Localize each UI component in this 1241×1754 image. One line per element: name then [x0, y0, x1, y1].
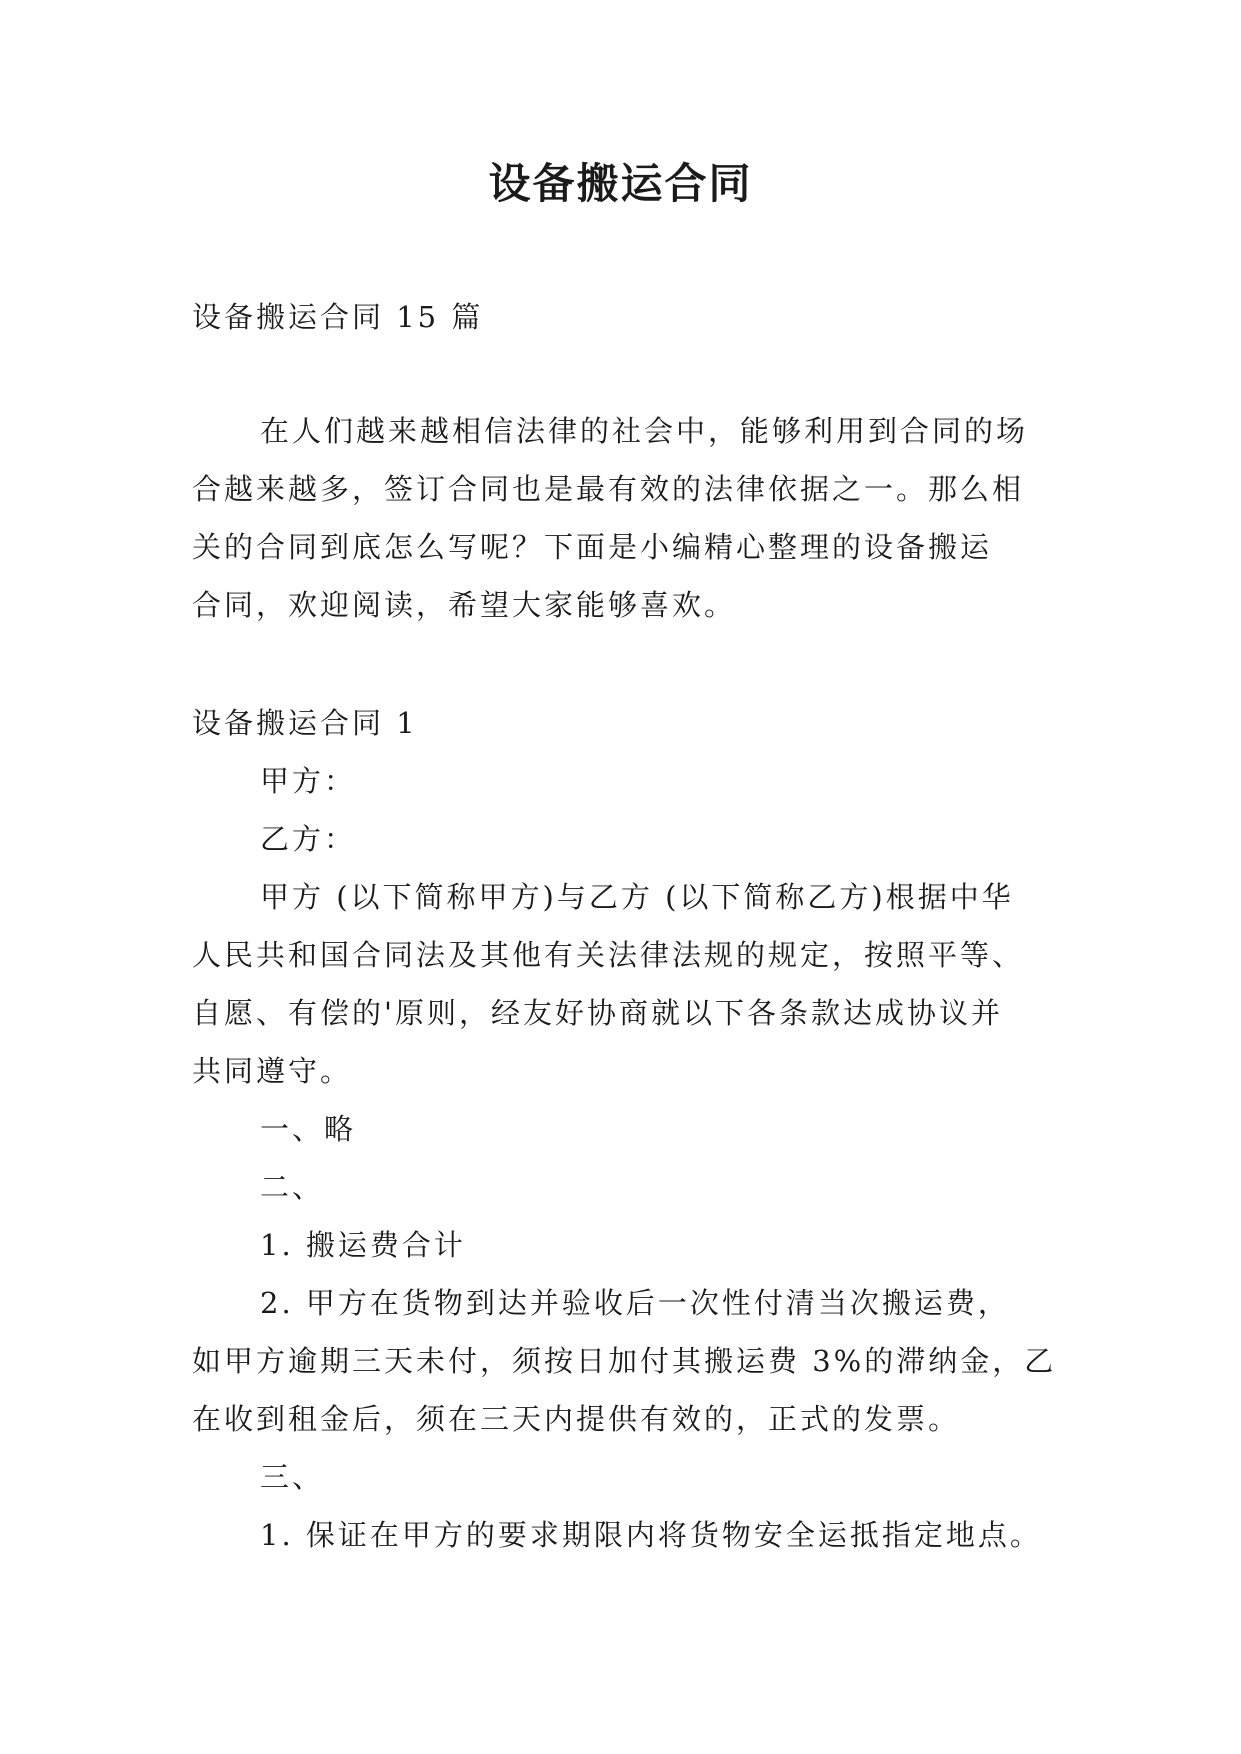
intro-line: 在人们越来越相信法律的社会中，能够利用到合同的场: [260, 414, 1029, 448]
contract-line: 甲方：: [260, 764, 357, 798]
contract-line: 三、: [260, 1460, 325, 1494]
contract-line: 1. 保证在甲方的要求期限内将货物安全运抵指定地点。: [260, 1518, 1042, 1552]
document-subtitle: 设备搬运合同 15 篇: [192, 300, 484, 334]
contract-line: 在收到租金后，须在三天内提供有效的，正式的发票。: [192, 1402, 961, 1436]
contract-line: 二、: [260, 1170, 325, 1204]
intro-line: 关的合同到底怎么写呢？下面是小编精心整理的设备搬运: [192, 530, 993, 564]
contract-line: 共同遵守。: [192, 1054, 353, 1088]
contract-body: [192, 752, 1072, 1564]
contract-line: 自愿、有偿的'原则，经友好协商就以下各条款达成协议并: [192, 996, 1003, 1030]
intro-paragraph: [192, 402, 1072, 634]
section-title: 设备搬运合同 1: [192, 706, 418, 740]
contract-line: 2. 甲方在货物到达并验收后一次性付清当次搬运费，: [260, 1286, 1010, 1320]
contract-line: 甲方 (以下简称甲方)与乙方 (以下简称乙方)根据中华: [260, 880, 1014, 914]
intro-line: 合同，欢迎阅读，希望大家能够喜欢。: [192, 588, 737, 622]
contract-line: 一、略: [260, 1112, 357, 1146]
intro-line: 合越来越多，签订合同也是最有效的法律依据之一。那么相: [192, 472, 1025, 506]
document-title: 设备搬运合同: [488, 159, 753, 208]
contract-line: 人民共和国合同法及其他有关法律法规的规定，按照平等、: [192, 938, 1025, 972]
contract-line: 乙方：: [260, 822, 357, 856]
contract-line: 1. 搬运费合计: [260, 1228, 466, 1262]
contract-line: 如甲方逾期三天未付，须按日加付其搬运费 3%的滞纳金，乙: [192, 1344, 1057, 1378]
